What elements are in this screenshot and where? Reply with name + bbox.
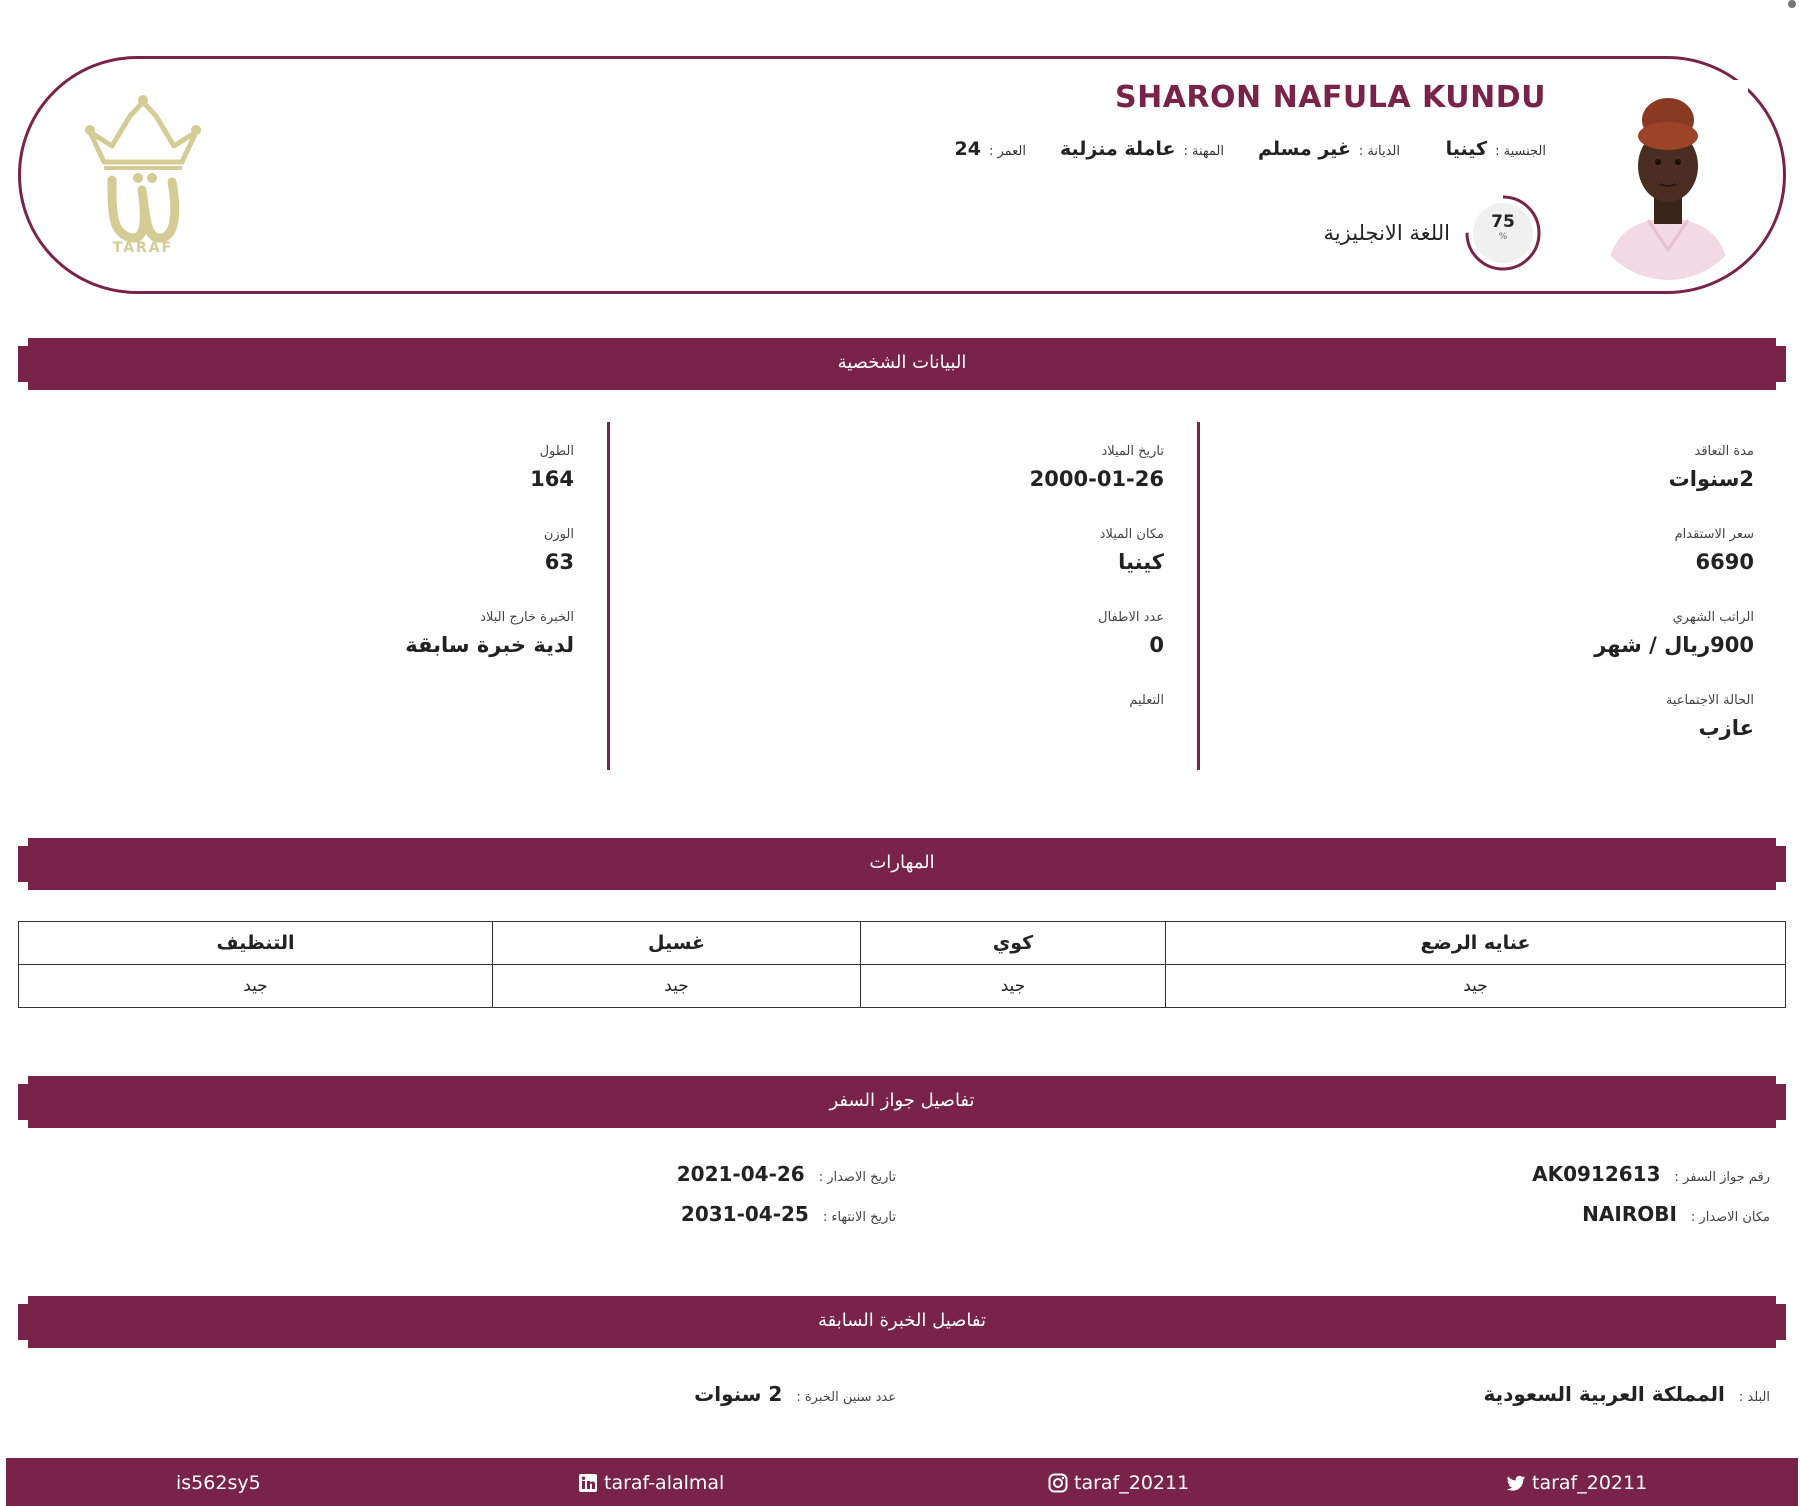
experience-country: البلد : المملكة العربية السعودية xyxy=(1483,1382,1770,1406)
field-abroad-experience: الخبرة خارج البلاد لدية خبرة سابقة xyxy=(405,610,574,657)
language-percent-sign: % xyxy=(1498,232,1508,242)
language-label: اللغة الانجليزية xyxy=(1323,221,1450,245)
footer-linkedin-link[interactable]: taraf-alalmal xyxy=(578,1472,724,1494)
profession-value: عاملة منزلية xyxy=(1059,138,1176,160)
footer-bar xyxy=(6,1458,1798,1506)
passport-number: رقم جواز السفر : AK0912613 xyxy=(1532,1162,1770,1186)
profession-info xyxy=(1060,138,1224,160)
religion-label: الديانة : xyxy=(1358,144,1400,159)
skill-level-cleaning: جيد xyxy=(19,965,493,1008)
passport-issue-date: تاريخ الاصدار : 2021-04-26 xyxy=(676,1162,896,1186)
religion-value: غير مسلم xyxy=(1258,138,1351,160)
field-height: الطول 164 xyxy=(530,444,574,491)
person-photo-icon xyxy=(1588,80,1748,280)
section-bar-personal xyxy=(18,338,1786,390)
nationality-label: الجنسية : xyxy=(1495,144,1546,159)
section-title-skills: المهارات xyxy=(869,852,935,873)
section-bar-experience xyxy=(18,1296,1786,1348)
section-title-passport: تفاصيل جواز السفر xyxy=(829,1090,975,1111)
religion-info xyxy=(1258,138,1400,160)
candidate-name: SHARON NAFULA KUNDU xyxy=(1115,80,1546,115)
field-salary: الراتب الشهري 900ريال / شهر xyxy=(1594,610,1754,657)
passport-place: مكان الاصدار : NAIROBI xyxy=(1582,1202,1770,1226)
skill-level-washing: جيد xyxy=(493,965,861,1008)
skill-header-washing: غسيل xyxy=(493,922,861,965)
footer-twitter-link[interactable]: taraf_20211 xyxy=(1506,1472,1647,1494)
field-children: عدد الاطفال 0 xyxy=(1098,610,1164,657)
field-education: التعليم xyxy=(1129,693,1164,708)
footer-instagram-link[interactable]: taraf_20211 xyxy=(1048,1472,1189,1494)
skills-table xyxy=(18,921,1786,1008)
field-recruitment: سعر الاستقدام 6690 xyxy=(1674,527,1754,574)
age-info xyxy=(955,138,1027,160)
field-weight: الوزن 63 xyxy=(543,527,574,574)
instagram-icon xyxy=(1048,1473,1068,1493)
taraf-logo xyxy=(82,94,204,262)
field-contract: مدة التعاقد 2سنوات xyxy=(1668,444,1754,491)
language-percent: 75 xyxy=(1491,212,1515,232)
language-progress-ring xyxy=(1462,192,1544,274)
column-divider-right xyxy=(1197,422,1200,770)
section-title-experience: تفاصيل الخبرة السابقة xyxy=(817,1310,987,1331)
passport-expiry-date: تاريخ الانتهاء : 2031-04-25 xyxy=(680,1202,896,1226)
footer-code: is562sy5 xyxy=(176,1472,261,1494)
skill-header-infant-care: عنايه الرضع xyxy=(1166,922,1786,965)
skill-level-ironing: جيد xyxy=(861,965,1166,1008)
profession-label: المهنة : xyxy=(1183,144,1224,159)
field-birthdate: تاريخ الميلاد 2000-01-26 xyxy=(1029,444,1164,491)
corner-dot xyxy=(1788,0,1796,8)
profile-photo xyxy=(1588,80,1748,280)
nationality-value: كينيا xyxy=(1445,138,1488,160)
experience-years: عدد سنين الخبرة : 2 سنوات xyxy=(694,1382,896,1406)
skill-header-cleaning: التنظيف xyxy=(19,922,493,965)
column-divider-left xyxy=(607,422,610,770)
twitter-icon xyxy=(1506,1473,1526,1493)
age-label: العمر : xyxy=(988,144,1026,159)
skills-level-row xyxy=(19,965,1786,1008)
crown-logo-icon xyxy=(82,94,204,262)
field-marital: الحالة الاجتماعية عازب xyxy=(1665,693,1754,740)
linkedin-icon xyxy=(578,1473,598,1493)
age-value: 24 xyxy=(954,138,981,160)
section-bar-passport xyxy=(18,1076,1786,1128)
language-skill xyxy=(1324,192,1544,274)
field-birthplace: مكان الميلاد كينيا xyxy=(1099,527,1164,574)
section-bar-skills xyxy=(18,838,1786,890)
skill-header-ironing: كوي xyxy=(861,922,1166,965)
skill-level-infant-care: جيد xyxy=(1166,965,1786,1008)
skills-header-row xyxy=(19,922,1786,965)
logo-text: TARAF xyxy=(112,240,174,256)
nationality-info xyxy=(1446,138,1546,160)
section-title-personal: البيانات الشخصية xyxy=(837,352,967,373)
